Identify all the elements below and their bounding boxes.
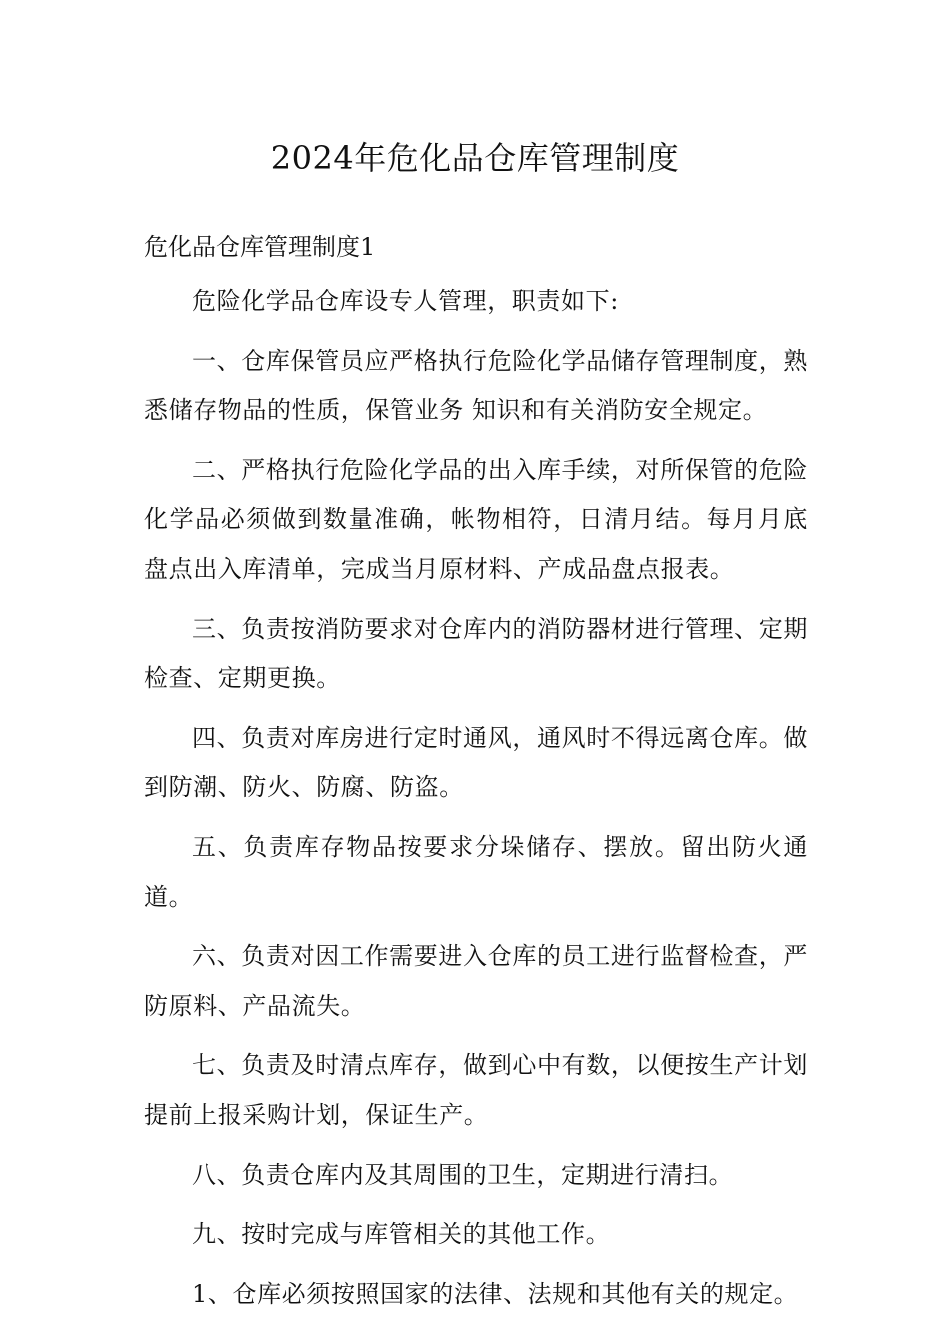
paragraph-item-4: 四、负责对库房进行定时通风，通风时不得远离仓库。做到防潮、防火、防腐、防盗。 xyxy=(144,723,808,802)
paragraph-item-2: 二、严格执行危险化学品的出入库手续，对所保管的危险化学品必须做到数量准确，帐物相符，日清月结。每月月底盘点出入库清单，完成当月原材料、产成品盘点报表。 xyxy=(144,455,808,583)
section-heading: 危化品仓库管理制度1 xyxy=(144,233,376,261)
document-title: 2024年危化品仓库管理制度 xyxy=(270,139,680,177)
paragraph-intro: 危险化学品仓库设专人管理，职责如下: xyxy=(192,287,619,315)
paragraph-item-6: 六、负责对因工作需要进入仓库的员工进行监督检查，严防原料、产品流失。 xyxy=(144,942,808,1020)
paragraph-item-3: 三、负责按消防要求对仓库内的消防器材进行管理、定期检查、定期更换。 xyxy=(144,614,808,693)
document-body xyxy=(144,227,808,1319)
paragraph-rule-1: 1、仓库必须按照国家的法律、法规和其他有关的规定。 xyxy=(192,1279,799,1308)
paragraph-item-8: 八、负责仓库内及其周围的卫生，定期进行清扫。 xyxy=(192,1160,734,1189)
paragraph-item-7: 七、负责及时清点库存，做到心中有数，以便按生产计划提前上报采购计划，保证生产。 xyxy=(144,1051,808,1129)
paragraph-item-1: 一、仓库保管员应严格执行危险化学品储存管理制度，熟悉储存物品的性质，保管业务 知识和有关消防安全规定。 xyxy=(144,346,808,425)
paragraph-item-5: 五、负责库存物品按要求分垛储存、摆放。留出防火通道。 xyxy=(144,832,808,911)
paragraph-item-9: 九、按时完成与库管相关的其他工作。 xyxy=(192,1220,611,1249)
